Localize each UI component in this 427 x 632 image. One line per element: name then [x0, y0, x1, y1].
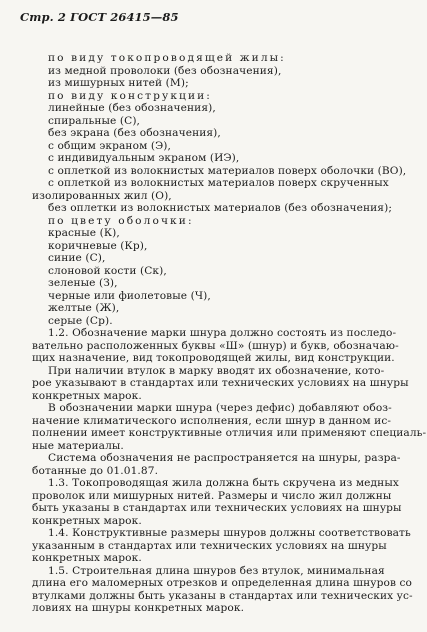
- page-header: Стр. 2 ГОСТ 26415—85: [20, 10, 179, 24]
- text-line: 1.2. Обозначение марки шнура должно состоять из последо-: [48, 327, 397, 339]
- text-line: указанным в стандартах или технических условиях на шнуры: [32, 539, 387, 552]
- text-line: вательно расположенных буквы «Ш» (шнур) и букв, обозначаю-: [32, 339, 399, 352]
- text-line: без экрана (без обозначения),: [48, 127, 221, 139]
- text-line: ботанные до 01.01.87.: [32, 464, 159, 477]
- text-line: 1.3. Токопроводящая жила должна быть скручена из медных: [48, 477, 399, 489]
- text-line: быть указаны в стандартах или технических условиях на шнуры: [32, 502, 402, 514]
- text-line: зеленые (З),: [48, 277, 118, 289]
- text-line: с оплеткой из волокнистых материалов поверх скрученных: [48, 177, 389, 189]
- text-line: проволок или мишурных нитей. Размеры и число жил должны: [32, 489, 392, 502]
- text-line: начение климатического исполнения, если шнур в данном ис-: [32, 414, 392, 427]
- text-line: ловиях на шнуры конкретных марок.: [32, 602, 245, 614]
- text-line: длина его маломерных отрезков и определенная длина шнуров со: [32, 577, 413, 589]
- text-line: коричневые (Кр),: [48, 239, 148, 252]
- text-line: изолированных жил (О),: [32, 189, 172, 202]
- text-line: Система обозначения не распространяется на шнуры, разра-: [48, 452, 401, 464]
- text-line: 1.4. Конструктивные размеры шнуров должны соответствовать: [48, 527, 411, 539]
- text-line: из медной проволоки (без обозначения),: [48, 64, 282, 77]
- text-line: черные или фиолетовые (Ч),: [48, 289, 211, 302]
- text-line: рое указывают в стандартах или технических условиях на шнуры: [32, 377, 409, 389]
- text-line: втулками должны быть указаны в стандартах или технических ус-: [32, 589, 413, 602]
- text-line: синие (С),: [48, 252, 106, 264]
- text-line: полнении имеет конструктивные отличия или применяют специаль-: [32, 427, 427, 439]
- text-line: ные материалы.: [32, 439, 124, 452]
- text-line: конкретных марок.: [32, 514, 142, 527]
- text-line: по цвету оболочки:: [48, 214, 194, 227]
- text-line: по виду токопроводящей жилы:: [48, 52, 286, 64]
- text-line: При наличии втулок в марку вводят их обозначение, кото-: [48, 364, 385, 377]
- text-line: желтые (Ж),: [48, 302, 120, 314]
- text-line: линейные (без обозначения),: [48, 102, 216, 114]
- text-line: с индивидуальным экраном (ИЭ),: [48, 152, 240, 164]
- text-line: по виду конструкции:: [48, 89, 212, 102]
- text-line: спиральные (С),: [48, 114, 141, 127]
- text-line: конкретных марок.: [32, 389, 142, 402]
- text-line: серые (Ср).: [48, 314, 113, 327]
- text-line: без оплетки из волокнистых материалов (без обозначения);: [48, 202, 392, 214]
- text-line: щих назначение, вид токопроводящей жилы, вид конструкции.: [32, 352, 395, 364]
- text-line: из мишурных нитей (М);: [48, 77, 189, 89]
- text-line: с оплеткой из волокнистых материалов поверх оболочки (ВО),: [48, 164, 407, 177]
- text-line: слоновой кости (Ск),: [48, 264, 167, 277]
- text-line: 1.5. Строительная длина шнуров без втулок, минимальная: [48, 564, 385, 577]
- text-line: красные (К),: [48, 227, 120, 239]
- text-line: В обозначении марки шнура (через дефис) добавляют обоз-: [48, 402, 392, 414]
- text-line: конкретных марок.: [32, 552, 142, 564]
- text-line: с общим экраном (Э),: [48, 139, 172, 152]
